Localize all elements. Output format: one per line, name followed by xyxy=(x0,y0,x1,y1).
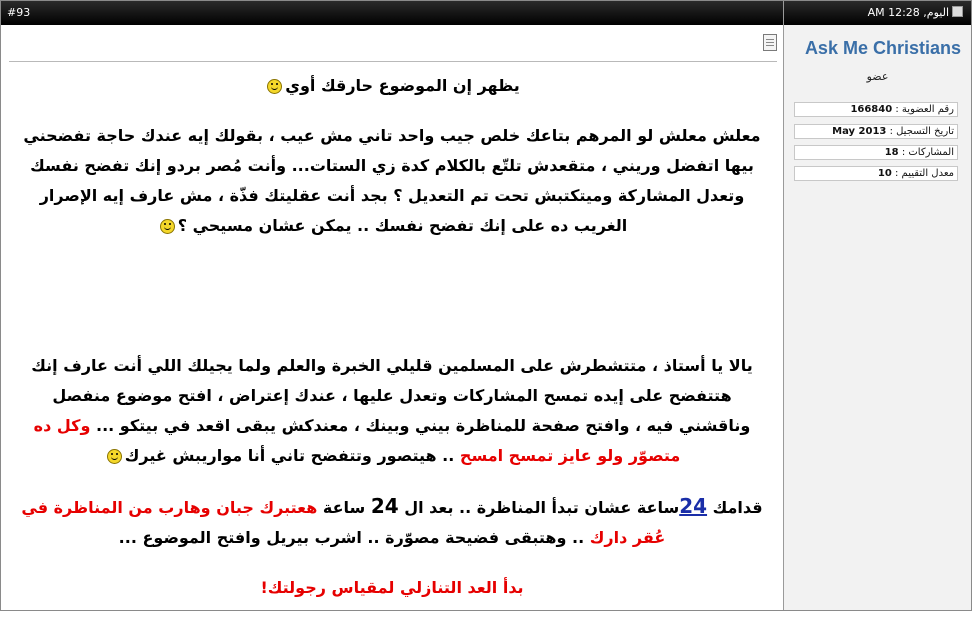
post-line xyxy=(9,121,775,151)
post-paragraph xyxy=(9,261,775,331)
post-divider xyxy=(9,61,777,62)
join-date-field xyxy=(794,124,958,139)
smiley-icon xyxy=(160,219,175,234)
post-text-segment: هعتبرك جبان وهارب من المناظرة في xyxy=(21,498,318,517)
post-body xyxy=(9,71,775,623)
member-id-label: رقم العضوية : xyxy=(895,104,954,115)
rating-field xyxy=(794,166,958,181)
smiley-icon xyxy=(107,449,122,464)
post-line xyxy=(9,181,775,211)
calendar-icon xyxy=(952,6,963,17)
post-header-bar xyxy=(1,1,783,25)
post-date xyxy=(868,6,963,19)
post-text-segment: 24 xyxy=(370,494,399,518)
post-text-segment: الغريب ده على إنك تفضح نفسك .. يمكن عشان مسيحي ؟ xyxy=(177,216,628,235)
post-paragraph xyxy=(9,121,775,241)
rating-label: معدل التقييم : xyxy=(894,168,954,179)
post-text-segment: وناقشني فيه ، وافتح صفحة للمناظرة بيني وبينك ، معندكش يبقى اقعد في بيتكو ... xyxy=(90,416,751,435)
post-text-segment: يالا يا أستاذ ، متتشطرش على المسلمين قليلي الخبرة والعلم ولما يجيلك اللي أنت عارف إنك xyxy=(31,356,753,375)
username-link[interactable]: Ask Me Christians xyxy=(804,38,961,58)
posts-count-value: 18 xyxy=(884,147,899,158)
post-text-segment: معلش معلش لو المرهم بتاعك خلص جيب واحد تاني مش عيب ، بقولك إيه عندك حاجة تفضحني xyxy=(23,126,761,145)
post-text-segment: .. وهتبقى فضيحة مصوّرة .. اشرب بيريل وافتح الموضوع ... xyxy=(118,528,590,547)
user-rank: عضو xyxy=(866,70,889,83)
member-id-value: 166840 xyxy=(850,104,893,115)
post-text-segment: متصوّر ولو عايز تمسح امسح xyxy=(459,446,681,465)
post-text-segment: .. هيتصور وتتفضح تاني أنا مواريبش غيرك xyxy=(124,446,460,465)
post-number[interactable]: #93 xyxy=(7,6,31,19)
post-text-segment: عُقر دارك xyxy=(589,528,666,547)
post-paragraph xyxy=(9,491,775,553)
post-line xyxy=(9,523,775,553)
post-line xyxy=(9,491,775,523)
post-line xyxy=(9,573,775,603)
join-date-label: تاريخ التسجيل : xyxy=(889,126,954,137)
post-text-segment: هتتفضح على إيده تمسح المشاركات وتعدل عليها ، عندك إعتراض ، افتح موضوع منفصل xyxy=(52,386,732,405)
document-icon xyxy=(763,34,777,51)
user-info-column xyxy=(784,1,971,610)
post-line xyxy=(9,351,775,381)
post-line xyxy=(9,411,775,441)
member-id-field xyxy=(794,102,958,117)
post-line xyxy=(9,71,775,101)
smiley-icon xyxy=(267,79,282,94)
posts-count-label: المشاركات : xyxy=(901,147,954,158)
post-text-segment: بيها اتفضل وريني ، متقعدش تلتّع بالكلام كدة زي الستات... وأنت مُصر بردو إنك تفضح نفسك xyxy=(30,156,754,175)
post-paragraph xyxy=(9,351,775,471)
post-text-segment: ساعة عشان تبدأ المناظرة .. بعد ال xyxy=(398,498,680,517)
posts-count-field xyxy=(794,145,958,160)
rating-value: 10 xyxy=(877,168,892,179)
post-paragraph xyxy=(9,573,775,603)
post-text-segment: قدامك xyxy=(707,498,763,517)
post-date-text: اليوم, 12:28 AM xyxy=(867,6,949,19)
post-line xyxy=(9,441,775,471)
post-text-segment: بدأ العد التنازلي لمقياس رجولتك! xyxy=(260,578,524,597)
post-column xyxy=(1,1,784,610)
join-date-value: May 2013 xyxy=(832,126,887,137)
user-header-bar xyxy=(784,1,971,25)
post-paragraph xyxy=(9,71,775,101)
post-text-segment: وتعدل المشاركة وميتكتبش تحت تم التعديل ؟ بجد أنت عقليتك فذّة ، مش عارف إيه الإصرار xyxy=(39,186,745,205)
post-line xyxy=(9,211,775,241)
post-line xyxy=(9,151,775,181)
post-text-segment: 24 xyxy=(679,494,708,518)
post-text-segment: يظهر إن الموضوع حارقك أوي xyxy=(285,76,520,95)
post-text-segment: ساعة xyxy=(317,498,371,517)
post-line xyxy=(9,381,775,411)
post-text-segment: وكل ده xyxy=(33,416,91,435)
